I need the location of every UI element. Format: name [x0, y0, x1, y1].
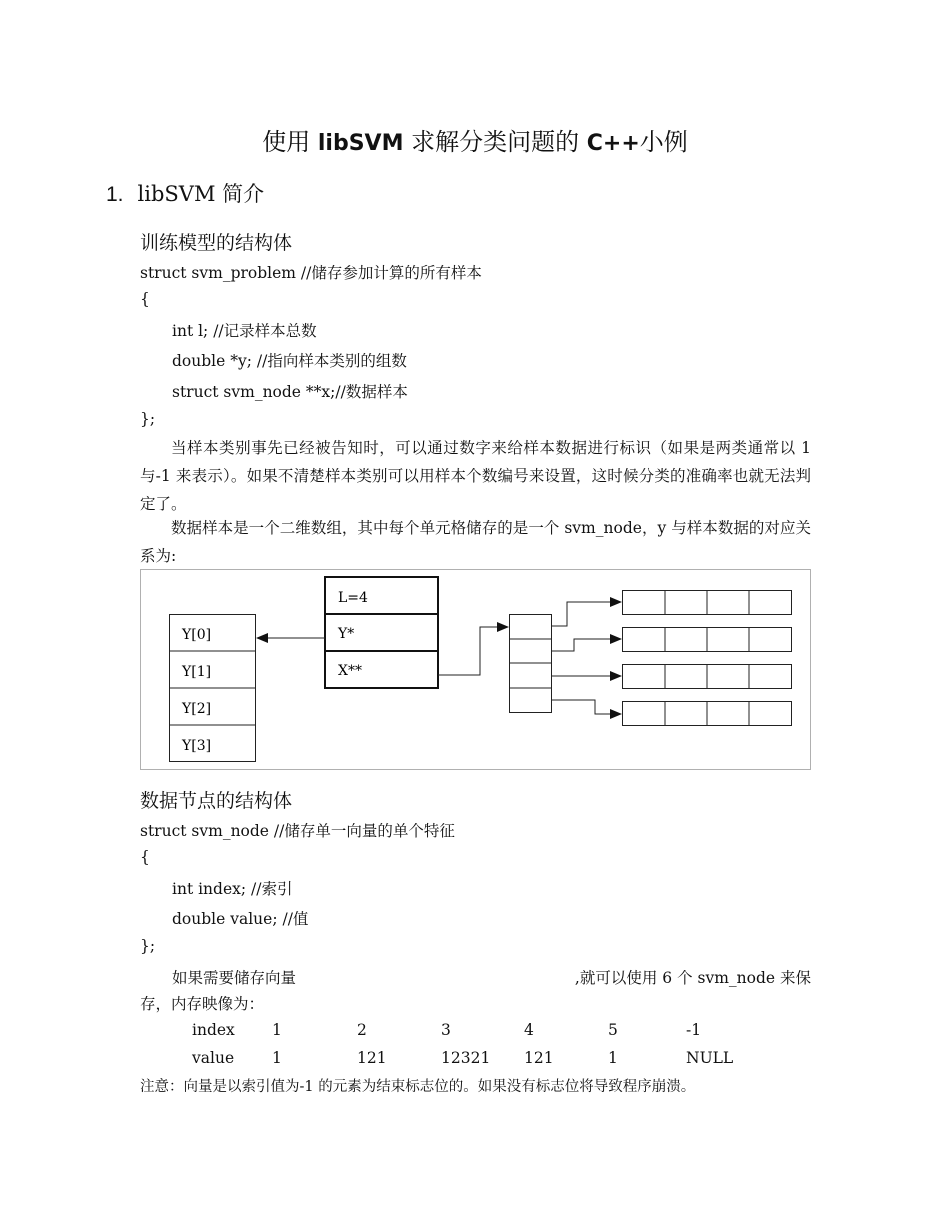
table-cell: value — [192, 1049, 235, 1067]
paragraph: 当样本类别事先已经被告知时，可以通过数字来给样本数据进行标识（如果是两类通常以 1 与-1 来表示）。如果不清楚样本类别可以用样本个数编号来设置，这时候分类的准确率也就无法判定了。 — [140, 439, 811, 513]
table-cell: 5 — [608, 1021, 618, 1039]
page-title — [0, 122, 950, 157]
code-line: }; — [140, 410, 156, 428]
title-post: 小例 — [639, 128, 688, 156]
title-lib: libSVM — [317, 131, 404, 156]
table-cell: 121 — [524, 1049, 554, 1067]
y-label: Y[2] — [182, 701, 212, 717]
y-label: Y[3] — [182, 738, 212, 754]
note-post: 的元素为结束标志位的。如果没有标志位将导致程序崩溃。 — [313, 1079, 696, 1095]
problem-heading: 训练模型的结构体 — [140, 232, 293, 254]
code-line: }; — [140, 937, 156, 955]
table-cell: 1 — [608, 1049, 618, 1067]
paragraph-fragment: 如果需要储存向量 — [172, 969, 297, 987]
table-row — [192, 1044, 756, 1072]
table-cell: NULL — [686, 1049, 734, 1067]
code-line: int index; //索引 — [172, 880, 293, 898]
note-pre: 注意：向量是以索引值为 — [140, 1079, 300, 1095]
note-mark: -1 — [299, 1079, 314, 1095]
code-line: struct svm_node **x;//数据样本 — [172, 383, 408, 401]
code-line: struct svm_problem //储存参加计算的所有样本 — [140, 264, 482, 282]
table-cell: -1 — [686, 1021, 702, 1039]
note — [140, 1075, 695, 1096]
section-heading — [106, 178, 264, 208]
table-cell: 3 — [441, 1021, 451, 1039]
code-line: int l; //记录样本总数 — [172, 322, 317, 340]
section-number: 1. — [106, 183, 124, 206]
title-pre: 使用 — [262, 128, 318, 156]
memory-table — [192, 1016, 756, 1072]
data-structure-diagram — [140, 569, 811, 770]
code-line: double value; //值 — [172, 910, 309, 928]
table-cell: 12321 — [441, 1049, 491, 1067]
code-line: double *y; //指向样本类别的组数 — [172, 352, 407, 370]
code-line: struct svm_node //储存单一向量的单个特征 — [140, 822, 455, 840]
diagram-frame — [141, 570, 811, 770]
table-cell: 1 — [272, 1021, 282, 1039]
table-cell: 121 — [357, 1049, 387, 1067]
table-row — [192, 1016, 756, 1044]
title-lang: C++ — [586, 131, 640, 156]
section-title: libSVM 简介 — [137, 182, 265, 206]
code-line: { — [140, 290, 150, 308]
table-cell: 1 — [272, 1049, 282, 1067]
paragraph-fragment: ,就可以使用 6 个 svm_node 来保 — [574, 969, 811, 987]
y-label: Y[0] — [182, 627, 212, 643]
title-mid: 求解分类问题的 — [403, 128, 587, 156]
struct-label: L=4 — [338, 590, 368, 606]
code-line: { — [140, 848, 150, 866]
node-heading: 数据节点的结构体 — [140, 790, 293, 812]
table-cell: 2 — [357, 1021, 367, 1039]
paragraph: 数据样本是一个二维数组，其中每个单元格储存的是一个 svm_node，y 与样本数据的对应关系为: — [140, 519, 811, 565]
paragraph-fragment: 存，内存映像为： — [140, 995, 265, 1013]
struct-label: X** — [338, 663, 362, 679]
y-label: Y[1] — [182, 664, 212, 680]
struct-label: Y* — [338, 626, 355, 642]
table-cell: 4 — [524, 1021, 534, 1039]
table-cell: index — [192, 1021, 235, 1039]
